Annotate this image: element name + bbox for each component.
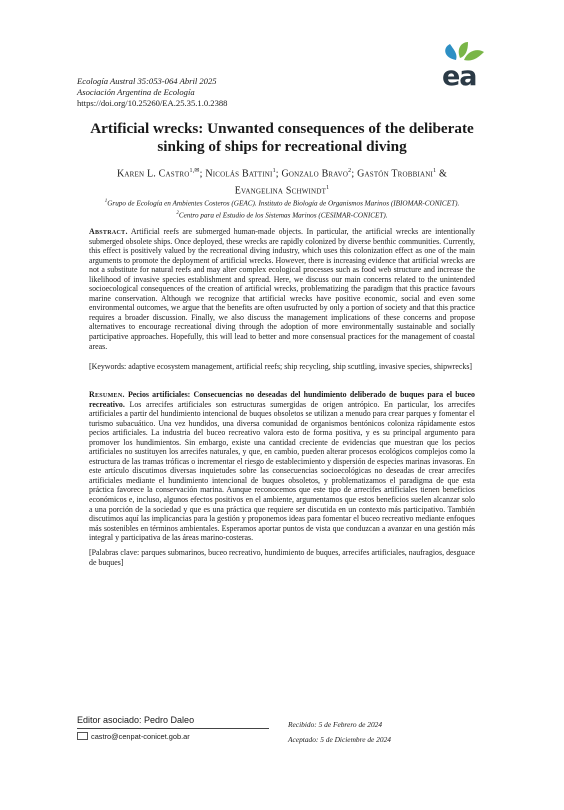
author-affil-mark: 1 — [272, 168, 276, 174]
author-affil-mark: 2 — [348, 168, 352, 174]
abstract-label: Abstract. — [89, 227, 128, 236]
article-title — [77, 120, 487, 156]
leaf-icon — [436, 38, 492, 88]
doi-link[interactable]: https://doi.org/10.25260/EA.25.35.1.0.2388 — [77, 98, 228, 108]
journal-association: Asociación Argentina de Ecología — [77, 87, 195, 97]
journal-logo — [436, 38, 492, 88]
affiliation-2 — [77, 209, 487, 221]
author-name: Evangelina Schwindt — [234, 185, 327, 197]
author-name: Gonzalo Bravo — [281, 168, 349, 180]
author-name: Karen L. Castro — [117, 168, 190, 180]
accepted-date: Aceptado: 5 de Diciembre de 2024 — [288, 735, 391, 744]
affil-text: Centro para el Estudio de los Sistemas Marinos (CESIMAR-CONICET). — [178, 211, 388, 220]
author-sep: & — [436, 168, 447, 180]
keywords: [Keywords: adaptive ecosystem management, artificial reefs; ship recycling, ship scuttling, invasive species, shipwrecks] — [89, 362, 473, 371]
resumen-title: Pecios artificiales: Consecuencias no deseadas del hundimiento deliberado de buques para el buceo recreativo. — [89, 390, 475, 409]
abstract — [89, 227, 475, 351]
leaf-green-right — [464, 50, 484, 60]
footer-divider — [77, 728, 269, 729]
affiliation-1 — [77, 197, 487, 209]
abstract-text: Artificial reefs are submerged human-made objects. In particular, the artificial wrecks are intentionally submerged obsolete ships. Once deployed, these wrecks are rapidly colonized by diverse benthic communities. Currently, this effect is positively valued by the recreational diving industry, which uses this colonization effect as one of the main arguments to promote the deployment of artificial wrecks. However, there is increasing evidence that artificial wrecks are not a substitute for natural reefs and may alter complex ecological processes such as food web structure and increase the likelihood of invasive species establishment and spread. Here, we discuss our main concerns related to the unintended socioecological consequences of the creation of artificial wrecks, problematizing the paradigm that this practice favours marine conservation. Although we recognize that artificial wrecks have positive economic, social and even some environmental outcomes, we argue that the benefits are often usufructed by only a portion of society and that this practice requires a broader discussion. Finally, we also discuss the management implications of these concerns and propose alternatives to encourage recreational diving through the adoption of more environmentally sustainable and socially participative approaches. Hopefully, this will lead to better and more consensual practices for the management of coastal areas. — [89, 227, 475, 351]
author-name: Gastón Trobbiani — [357, 168, 434, 180]
associate-editor: Editor asociado: Pedro Daleo — [77, 715, 195, 725]
affiliations — [77, 197, 487, 221]
resumen — [89, 390, 475, 543]
affil-text: Grupo de Ecología en Ambientes Costeros (GEAC). Instituto de Biología de Organismos Marinos (IBIOMAR-CONICET). — [107, 199, 460, 208]
title-line-2: sinking of ships for recreational diving — [157, 138, 407, 155]
author-affil-mark: 1 — [326, 185, 330, 192]
email-address[interactable]: castro@cenpat-conicet.gob.ar — [91, 732, 190, 741]
author-sep: ; — [199, 168, 206, 180]
leaf-blue — [445, 44, 456, 60]
envelope-icon — [77, 732, 88, 740]
corresponding-email — [77, 731, 190, 742]
affil-number: 2 — [176, 210, 179, 216]
author-sep: ; — [275, 168, 282, 180]
author-sep: ; — [351, 168, 358, 180]
journal-citation: Ecología Austral 35:053-064 Abril 2025 — [77, 76, 217, 86]
author-name: Nicolás Battini — [205, 168, 273, 180]
article-dates — [288, 717, 391, 747]
resumen-label: Resumen. — [89, 390, 125, 399]
title-line-1: Artificial wrecks: Unwanted consequences of the deliberate — [90, 120, 474, 137]
resumen-text: Los arrecifes artificiales son estructuras sumergidas de origen antrópico. En particular, los arrecifes artificiales a partir del hundimiento intencional de buques obsoletos se utilizan a menudo para crear parques y fomentar el turismo subacuático. Una vez hundidos, una diversa comunidad de organismos bentónicos coloniza rápidamente estos pecios artificiales. La industria del buceo recreativo valora esto de forma positiva, y es su principal argumento para promover los hundimientos. Sin embargo, existe una cantidad creciente de evidencias que muestran que los pecios artificiales no sustituyen los arrecifes naturales, y que, en cambio, pueden alterar procesos ecológicos complejos como la estructura de las tramas tróficas o incrementar el riesgo de establecimiento y dispersión de especies marinas invasoras. En este artículo discutimos diversas inquietudes sobre las consecuencias socioecológicas no deseadas de crear arrecifes artificiales mediante el hundimiento intencional de buques obsoletos, y problematizamos el paradigma de que esta práctica favorece la conservación marina. Aunque reconocemos que este tipo de arrecifes artificiales tienen beneficios económicos e, incluso, algunos efectos positivos en el ambiente, argumentamos que estos beneficios suelen alcanzar solo a una porción de la sociedad y que es una práctica que requiere ser discutida en un contexto más participativo. También discutimos aquí las implicancias para la gestión y proponemos ideas para fomentar el buceo recreativo mediante enfoques más sostenibles en términos ambientales. Esperamos aportar puntos de vista que conduzcan a avanzar en una gestión más integral y participativa de las áreas marino-costeras. — [89, 399, 475, 543]
affil-number: 1 — [104, 199, 108, 204]
author-affil-mark: 1 — [433, 168, 437, 174]
author-list — [77, 164, 487, 199]
received-date: Recibido: 5 de Febrero de 2024 — [288, 720, 383, 729]
journal-header — [77, 76, 227, 109]
author-affil-mark: 1,✉ — [189, 168, 200, 174]
logo-text: ea — [442, 61, 477, 88]
palabras-clave: [Palabras clave: parques submarinos, buceo recreativo, hundimiento de buques, arrecifes artificiales, naufragios, desguace de buques] — [89, 548, 475, 567]
